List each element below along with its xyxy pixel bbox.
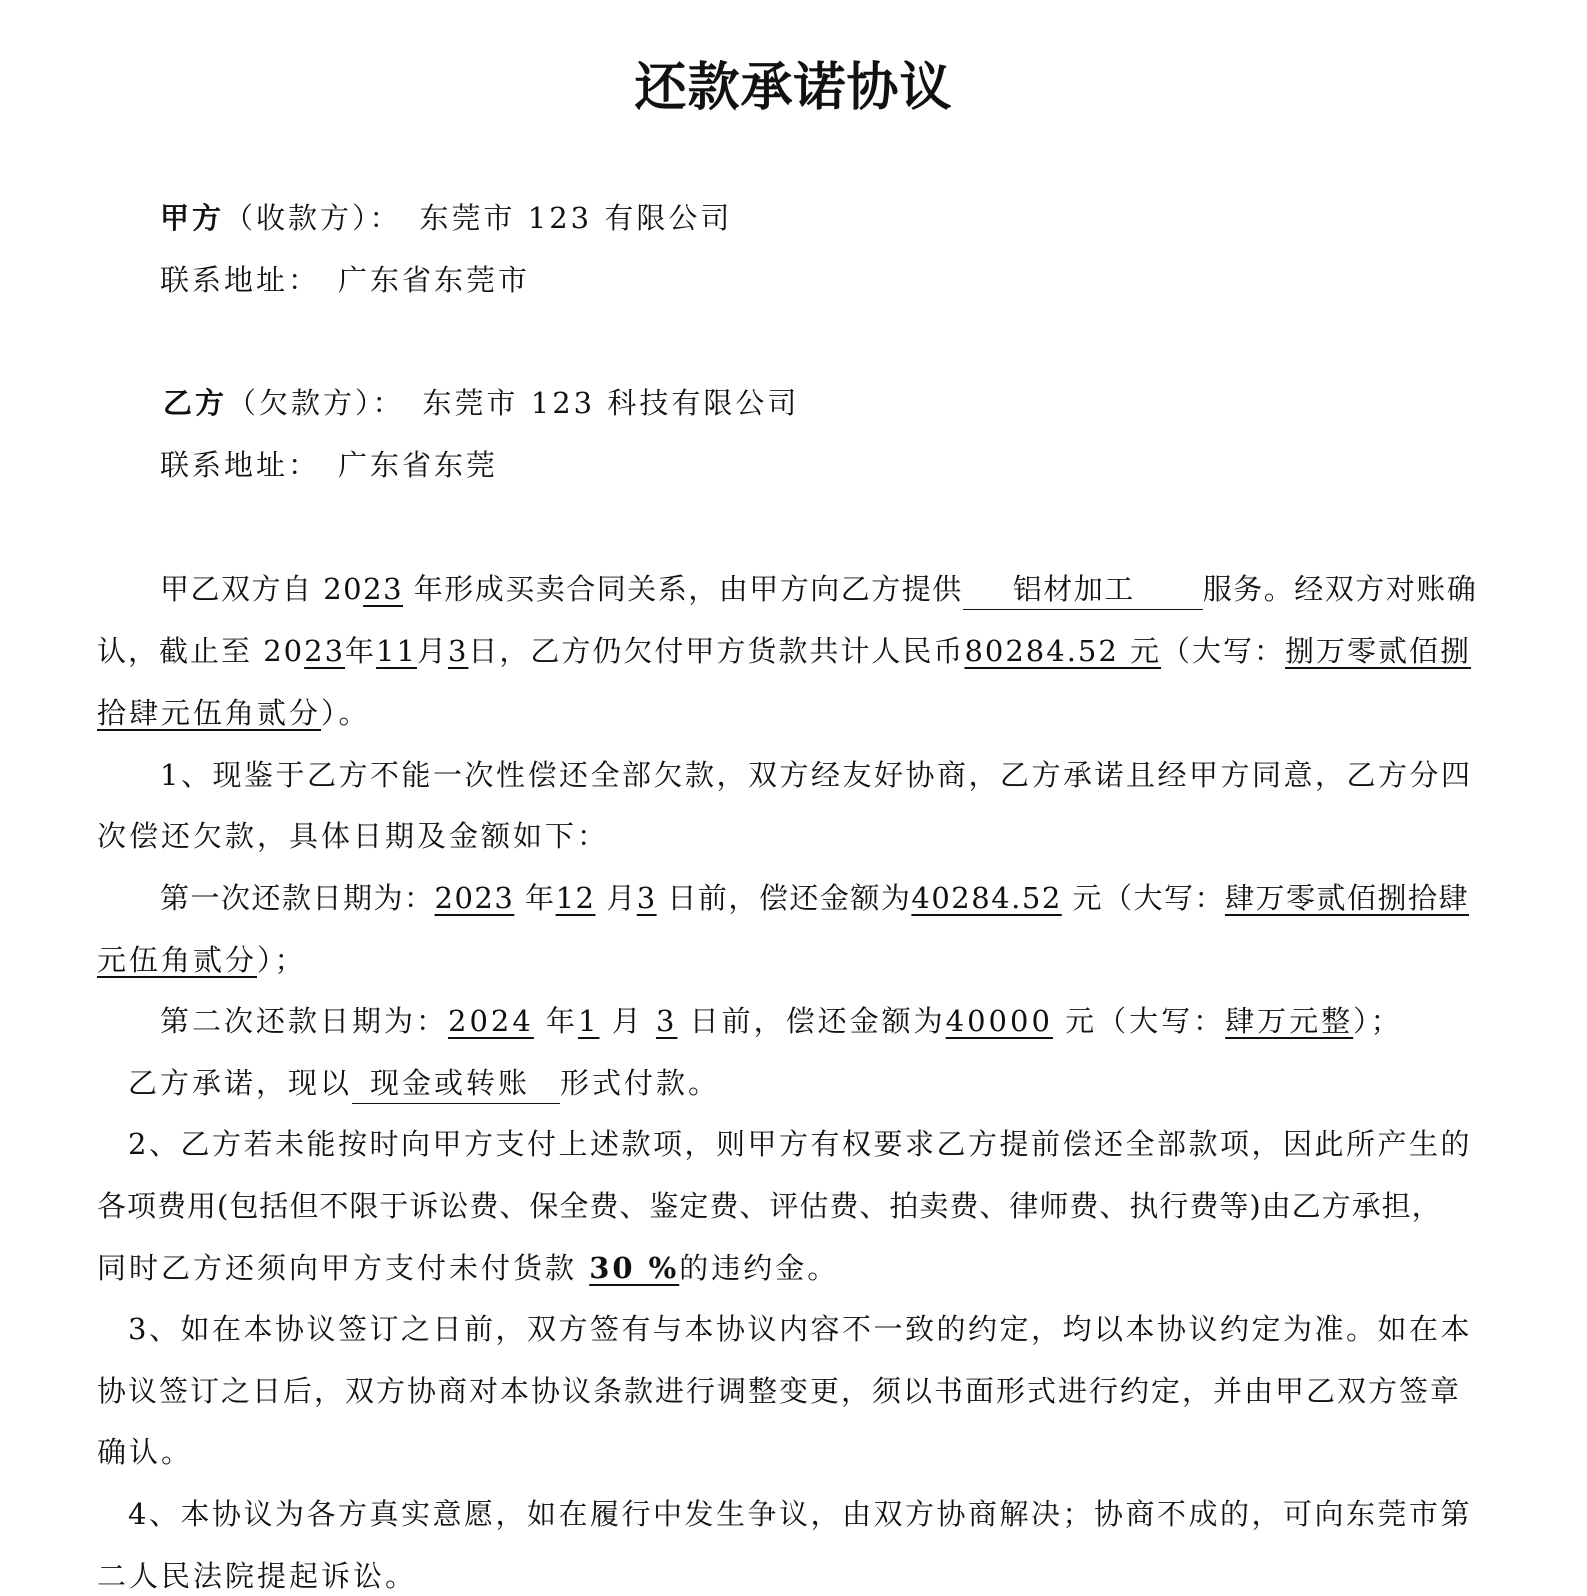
installment-1-day: 3: [636, 881, 657, 915]
penalty-rate: 30 %: [589, 1251, 680, 1285]
clause-1-line-1: 1、现鉴于乙方不能一次性偿还全部欠款，双方经友好协商，乙方承诺且经甲方同意，乙方分四: [160, 758, 1473, 792]
party-a-address: 广东省东莞市: [338, 263, 531, 297]
party-b-address: 广东省东莞: [338, 448, 499, 482]
clause-2-line-3: [97, 1248, 839, 1288]
intro-month: 11: [376, 634, 417, 668]
installment-2-day: 3: [655, 1004, 678, 1038]
intro-amount: 80284.52 元: [964, 634, 1162, 668]
intro-amount-words-a: 捌万零贰佰捌: [1285, 634, 1472, 668]
installment-text: 第二次还款日期为：: [160, 1004, 449, 1038]
installment-text: 日前，偿还金额为: [689, 1004, 946, 1038]
installment-text: ）；: [257, 943, 307, 977]
installment-1-line-2: [97, 940, 307, 980]
party-a-name: 东莞市 123 有限公司: [419, 201, 733, 235]
party-b-role: （欠款方）：: [227, 386, 405, 420]
installment-text: 月: [611, 1004, 644, 1038]
intro-text: （大写：: [1161, 634, 1286, 668]
payment-text: 形式付款。: [560, 1066, 721, 1100]
party-a-line: [160, 198, 732, 238]
party-a-label: 甲方: [160, 201, 225, 235]
intro-line-2: [97, 631, 1472, 671]
party-a-address-label: 联系地址：: [160, 263, 321, 297]
intro-day: 3: [447, 634, 469, 668]
installment-text: ）；: [1353, 1004, 1403, 1038]
clause-2-line-2: 各项费用(包括但不限于诉讼费、保全费、鉴定费、评估费、拍卖费、律师费、执行费等)由乙方承担，: [97, 1189, 1442, 1223]
installment-2-words: 肆万元整: [1225, 1004, 1354, 1038]
intro-text: 日，乙方仍欠付甲方货款共计人民币: [468, 634, 965, 668]
installment-1-month: 12: [555, 881, 596, 915]
intro-text: ）。: [321, 696, 371, 730]
party-b-address-line: [160, 445, 498, 485]
intro-text: 年形成买卖合同关系，由甲方向乙方提供: [403, 572, 963, 606]
intro-service: 铝材加工: [963, 569, 1203, 610]
installment-2-year: 2024: [448, 1004, 534, 1038]
intro-text: 服务。经双方对账确: [1202, 572, 1478, 606]
document-title: 还款承诺协议: [634, 58, 953, 118]
party-b-line: [163, 383, 799, 423]
party-b-label: 乙方: [163, 386, 228, 420]
party-b-name: 东莞市 123 科技有限公司: [422, 386, 800, 420]
intro-amount-words-b: 拾肆元伍角贰分: [97, 696, 322, 730]
installment-text: 日前，偿还金额为: [667, 881, 912, 915]
clause-2-text: 同时乙方还须向甲方支付未付货款: [97, 1251, 578, 1285]
installment-2-month: 1: [578, 1004, 600, 1038]
clause-3-line-2: 协议签订之日后，双方协商对本协议条款进行调整变更，须以书面形式进行约定，并由甲乙双方签章: [97, 1374, 1462, 1408]
intro-line-1: [160, 569, 1478, 610]
party-a-role: （收款方）：: [224, 201, 402, 235]
clause-2-line-1: 2、乙方若未能按时向甲方支付上述款项，则甲方有权要求乙方提前偿还全部款项，因此所产生的: [128, 1127, 1472, 1161]
intro-line-3: [97, 693, 371, 733]
installment-text: 年: [525, 881, 556, 915]
installment-1-words-b: 元伍角贰分: [97, 943, 258, 977]
clause-2-text: 的违约金。: [679, 1251, 840, 1285]
clause-4-line-1: 4、本协议为各方真实意愿，如在履行中发生争议，由双方协商解决；协商不成的，可向东莞市第: [128, 1497, 1472, 1531]
intro-text: 甲乙双方自 20: [160, 572, 364, 606]
intro-year: 23: [363, 572, 404, 606]
installment-1-words-a: 肆万零贰佰捌拾肆: [1225, 881, 1470, 915]
intro-text: 认，截止至 20: [97, 634, 305, 668]
intro-text: 年: [345, 634, 377, 668]
payment-method: 现金或转账: [352, 1063, 560, 1104]
intro-year-2: 23: [304, 634, 346, 668]
installment-text: 元（大写：: [1065, 1004, 1226, 1038]
installment-2-line: [160, 1001, 1403, 1041]
clause-4-line-2: 二人民法院提起诉讼。: [97, 1559, 418, 1593]
payment-text: 乙方承诺，现以: [128, 1066, 353, 1100]
installment-1-amount: 40284.52: [911, 881, 1062, 915]
installment-text: 年: [546, 1004, 579, 1038]
party-a-address-line: [160, 260, 530, 300]
installment-text: 元（大写：: [1072, 881, 1225, 915]
installment-text: 第一次还款日期为：: [160, 881, 435, 915]
intro-text: 月: [416, 634, 448, 668]
payment-line: [128, 1063, 720, 1104]
clause-3-line-3: 确认。: [97, 1435, 194, 1469]
installment-1-line-1: [160, 878, 1469, 918]
installment-text: 月: [606, 881, 637, 915]
party-b-address-label: 联系地址：: [160, 448, 321, 482]
installment-1-year: 2023: [434, 881, 515, 915]
clause-1-line-2: 次偿还欠款，具体日期及金额如下：: [97, 819, 610, 853]
installment-2-amount: 40000: [945, 1004, 1053, 1038]
clause-3-line-1: 3、如在本协议签订之日前，双方签有与本协议内容不一致的约定，均以本协议约定为准。如在本: [128, 1312, 1472, 1346]
